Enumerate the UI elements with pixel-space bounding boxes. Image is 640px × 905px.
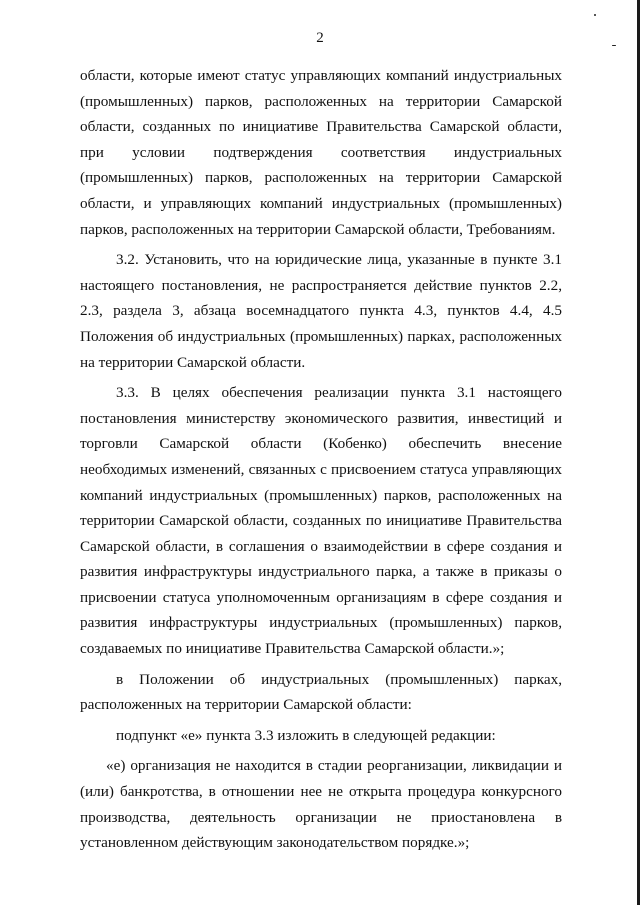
paragraph-amendment-intro: в Положении об индустриальных (промышленных) парках, расположенных на территории Самарской области: xyxy=(80,670,562,714)
paragraph-subpoint-e-intro: подпункт «е» пункта 3.3 изложить в следующей редакции: xyxy=(116,726,496,744)
paragraph-3-2: 3.2. Установить, что на юридические лица, указанные в пункте 3.1 настоящего постановления, не распространяется действие пунктов 2.2, 2.3, раздела 3, абзаца восемнадцатого пункта 4.3, пунктов 4.4, 4.5 Положения об индустриальных (промышленных) парках, расположенных на территории Самарской области. xyxy=(80,251,562,371)
paragraph-3-3: 3.3. В целях обеспечения реализации пункта 3.1 настоящего постановления министерству экономического развития, инвестиций и торговли Самарской области (Кобенко) обеспечить внесение необходимых изменений, связанных с присвоением статуса управляющих компаний индустриальных (промышленных) парков, расположенных на территории Самарской области, созданных по инициативе Правительства Самарской области, в соглашения о взаимодействии в сфере создания и развития инфраструктуры индустриального парка, а также в приказы о присвоении статуса уполномоченным организациям в сфере создания и развития инфраструктуры индустриальных (промышленных) парков, создаваемых по инициативе Правительства Самарской области.»; xyxy=(80,384,562,658)
paragraph-continuation: области, которые имеют статус управляющих компаний индустриальных (промышленных) парков, расположенных на территории Самарской области, созданных по инициативе Правительства Самарской области, при условии подтверждения соответствия индустриальных (промышленных) парков, расположенных на территории Самарской области, и управляющих компаний индустриальных (промышленных) парков, расположенных на территории Самарской области, Требованиям. xyxy=(80,67,562,238)
paragraph-subpoint-e-text: «е) организация не находится в стадии реорганизации, ликвидации и (или) банкротства, в отношении нее не открыта процедура конкурсного производства, деятельность организации не приостановлена в установленном действующим законодательством порядке.»; xyxy=(80,757,562,852)
page-number: 2 xyxy=(316,30,324,46)
scan-speck xyxy=(594,14,596,16)
document-body xyxy=(80,63,562,856)
